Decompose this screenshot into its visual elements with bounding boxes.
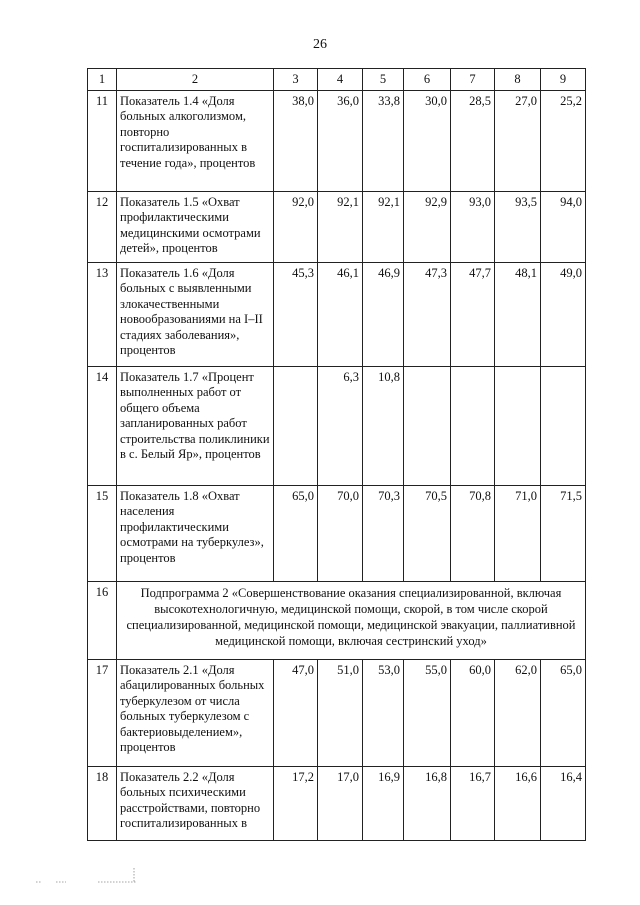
value-cell-col-4: 17,0 — [318, 766, 363, 840]
indicator-description: Показатель 2.1 «Доля абацилированных больных туберкулезом от числа больных туберкулезом с бактериовыделением», процентов — [117, 659, 274, 766]
row-number: 14 — [88, 366, 117, 485]
value-cell-col-9: 71,5 — [541, 485, 586, 581]
subprogram-title: Подпрограмма 2 «Совершенствование оказания специализированной, включая высокотехнологичную, медицинской помощи, скорой, в том числе скорой специализированной, медицинской помощи, медицинской эвакуации, паллиативной медицинской помощи, включая сестринский уход» — [117, 581, 586, 659]
header-cell-1: 1 — [88, 69, 117, 91]
value-cell-col-5: 53,0 — [363, 659, 404, 766]
table-row — [88, 262, 586, 366]
header-row — [88, 69, 586, 91]
row-number: 15 — [88, 485, 117, 581]
value-cell-col-4: 92,1 — [318, 191, 363, 262]
value-cell-col-7: 16,7 — [451, 766, 495, 840]
row-number: 17 — [88, 659, 117, 766]
value-cell-col-6: 47,3 — [404, 262, 451, 366]
value-cell-col-5: 10,8 — [363, 366, 404, 485]
value-cell-col-3: 47,0 — [274, 659, 318, 766]
table-row — [88, 659, 586, 766]
value-cell-col-5: 70,3 — [363, 485, 404, 581]
value-cell-col-3: 38,0 — [274, 90, 318, 191]
value-cell-col-8: 48,1 — [495, 262, 541, 366]
indicators-table — [87, 68, 586, 841]
value-cell-col-6: 16,8 — [404, 766, 451, 840]
value-cell-col-8 — [495, 366, 541, 485]
value-cell-col-9: 25,2 — [541, 90, 586, 191]
value-cell-col-7 — [451, 366, 495, 485]
indicator-description: Показатель 1.8 «Охват населения профилактическими осмотрами на туберкулез», процентов — [117, 485, 274, 581]
value-cell-col-8: 27,0 — [495, 90, 541, 191]
header-cell-9: 9 — [541, 69, 586, 91]
value-cell-col-5: 33,8 — [363, 90, 404, 191]
header-cell-5: 5 — [363, 69, 404, 91]
value-cell-col-3 — [274, 366, 318, 485]
table-row — [88, 766, 586, 840]
value-cell-col-8: 16,6 — [495, 766, 541, 840]
value-cell-col-9 — [541, 366, 586, 485]
value-cell-col-7: 60,0 — [451, 659, 495, 766]
value-cell-col-3: 92,0 — [274, 191, 318, 262]
table-row — [88, 90, 586, 191]
header-cell-4: 4 — [318, 69, 363, 91]
value-cell-col-6: 70,5 — [404, 485, 451, 581]
value-cell-col-5: 16,9 — [363, 766, 404, 840]
header-cell-7: 7 — [451, 69, 495, 91]
row-number: 16 — [88, 581, 117, 659]
header-cell-2: 2 — [117, 69, 274, 91]
table-row — [88, 366, 586, 485]
value-cell-col-6: 55,0 — [404, 659, 451, 766]
value-cell-col-7: 93,0 — [451, 191, 495, 262]
value-cell-col-8: 71,0 — [495, 485, 541, 581]
scan-artifact-marks — [36, 866, 156, 888]
value-cell-col-5: 92,1 — [363, 191, 404, 262]
page-number: 26 — [313, 37, 327, 52]
value-cell-col-6 — [404, 366, 451, 485]
value-cell-col-8: 93,5 — [495, 191, 541, 262]
indicator-description: Показатель 1.4 «Доля больных алкоголизмом, повторно госпитализированных в течение года», процентов — [117, 90, 274, 191]
value-cell-col-3: 17,2 — [274, 766, 318, 840]
row-number: 18 — [88, 766, 117, 840]
value-cell-col-7: 47,7 — [451, 262, 495, 366]
value-cell-col-8: 62,0 — [495, 659, 541, 766]
row-number: 11 — [88, 90, 117, 191]
value-cell-col-6: 30,0 — [404, 90, 451, 191]
value-cell-col-3: 45,3 — [274, 262, 318, 366]
value-cell-col-7: 28,5 — [451, 90, 495, 191]
table-header — [88, 69, 586, 91]
value-cell-col-9: 94,0 — [541, 191, 586, 262]
value-cell-col-5: 46,9 — [363, 262, 404, 366]
value-cell-col-4: 6,3 — [318, 366, 363, 485]
row-number: 13 — [88, 262, 117, 366]
value-cell-col-6: 92,9 — [404, 191, 451, 262]
table-row — [88, 191, 586, 262]
value-cell-col-9: 49,0 — [541, 262, 586, 366]
indicator-description: Показатель 1.7 «Процент выполненных работ от общего объема запланированных работ строительства поликлиники в с. Белый Яр», процентов — [117, 366, 274, 485]
indicator-description: Показатель 2.2 «Доля больных психическими расстройствами, повторно госпитализированных в — [117, 766, 274, 840]
table-body — [88, 90, 586, 840]
row-number: 12 — [88, 191, 117, 262]
header-cell-6: 6 — [404, 69, 451, 91]
indicator-description: Показатель 1.5 «Охват профилактическими медицинскими осмотрами детей», процентов — [117, 191, 274, 262]
value-cell-col-4: 70,0 — [318, 485, 363, 581]
header-cell-3: 3 — [274, 69, 318, 91]
value-cell-col-7: 70,8 — [451, 485, 495, 581]
value-cell-col-4: 36,0 — [318, 90, 363, 191]
header-cell-8: 8 — [495, 69, 541, 91]
value-cell-col-9: 65,0 — [541, 659, 586, 766]
indicator-description: Показатель 1.6 «Доля больных с выявленными злокачественными новообразованиями на I–II стадиях заболевания», процентов — [117, 262, 274, 366]
table-row — [88, 581, 586, 659]
table-row — [88, 485, 586, 581]
value-cell-col-3: 65,0 — [274, 485, 318, 581]
value-cell-col-9: 16,4 — [541, 766, 586, 840]
value-cell-col-4: 51,0 — [318, 659, 363, 766]
value-cell-col-4: 46,1 — [318, 262, 363, 366]
